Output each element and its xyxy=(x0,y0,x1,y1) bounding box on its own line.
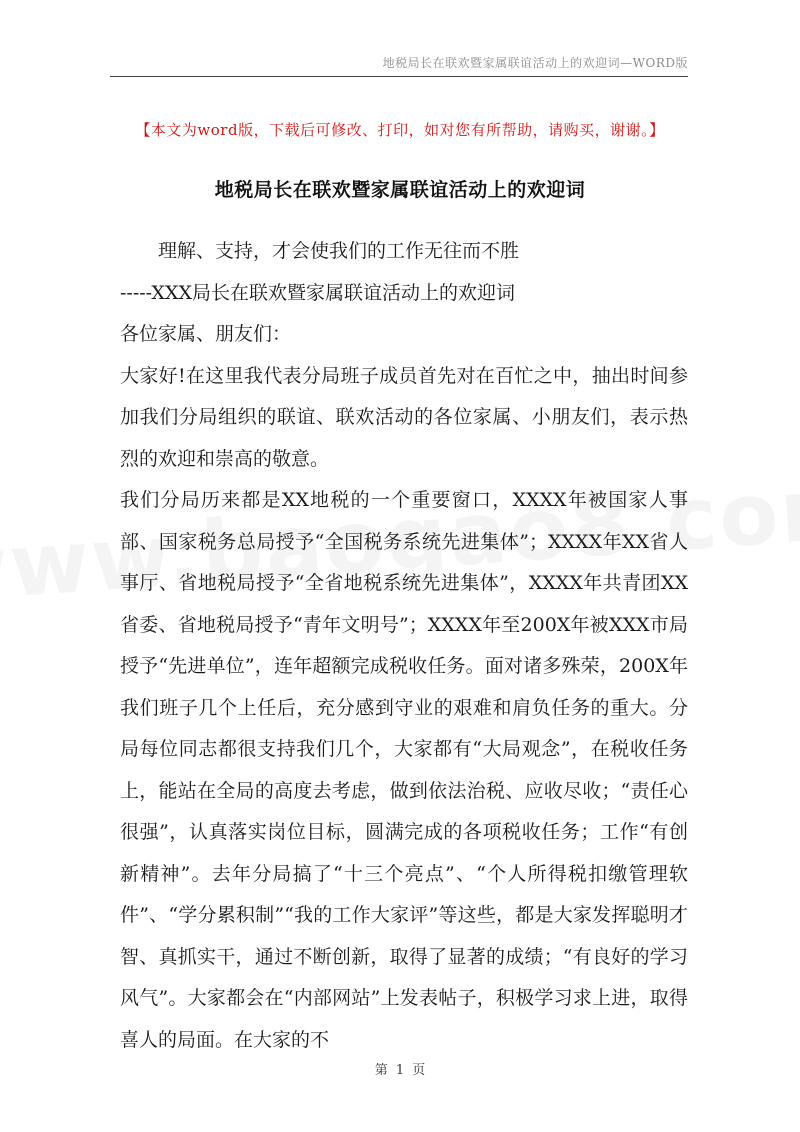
header-divider xyxy=(110,76,688,77)
download-notice: 【本文为word版，下载后可修改、打印，如对您有所帮助，请购买，谢谢。】 xyxy=(135,121,665,139)
speech-subtitle: 理解、支持，才会使我们的工作无往而不胜 xyxy=(158,240,520,262)
body-paragraph: 大家好!在这里我代表分局班子成员首先对在百忙之中，抽出时间参加我们分局组织的联谊、联欢活动的各位家属、小朋友们，表示热烈的欢迎和崇高的敬意。 xyxy=(120,364,688,470)
body-paragraph: 我们分局历来都是XX地税的一个重要窗口，XXXX年被国家人事部、国家税务总局授予“全国税务系统先进集体”；XXXX年XX省人事厅、省地税局授予“全省地税系统先进集体”，XXXX年共青团XX省委、省地税局授予“青年文明号”；XXXX年至200X年被XXX市局授予“先进单位”，连年超额完成税收任务。面对诸多殊荣，200X年我们班子几个上任后，充分感到守业的艰难和肩负任务的重大。分局每位同志都很支持我们几个，大家都有“大局观念”，在税收任务上，能站在全局的高度去考虑，做到依法治税、应收尽收；“责任心很强”，认真落实岗位目标，圆满完成的各项税收任务；工作“有创新精神”。去年分局搞了“十三个亮点”、“个人所得税扣缴管理软件”、“学分累积制”“我的工作大家评”等这些，都是大家发挥聪明才智、真抓实干，通过不断创新，取得了显著的成绩；“有良好的学习风气”。大家都会在“内部网站”上发表帖子，积极学习求上进，取得喜人的局面。在大家的不 xyxy=(120,489,688,1051)
page-number: 第 1 页 xyxy=(374,1063,426,1078)
running-header: 地税局长在联欢暨家属联谊活动上的欢迎词—WORD版 xyxy=(382,56,688,70)
speech-byline: -----XXX局长在联欢暨家属联谊活动上的欢迎词 xyxy=(120,281,516,304)
salutation: 各位家属、朋友们： xyxy=(120,323,292,345)
document-title: 地税局长在联欢暨家属联谊活动上的欢迎词 xyxy=(214,179,586,201)
document-body xyxy=(120,231,688,1061)
